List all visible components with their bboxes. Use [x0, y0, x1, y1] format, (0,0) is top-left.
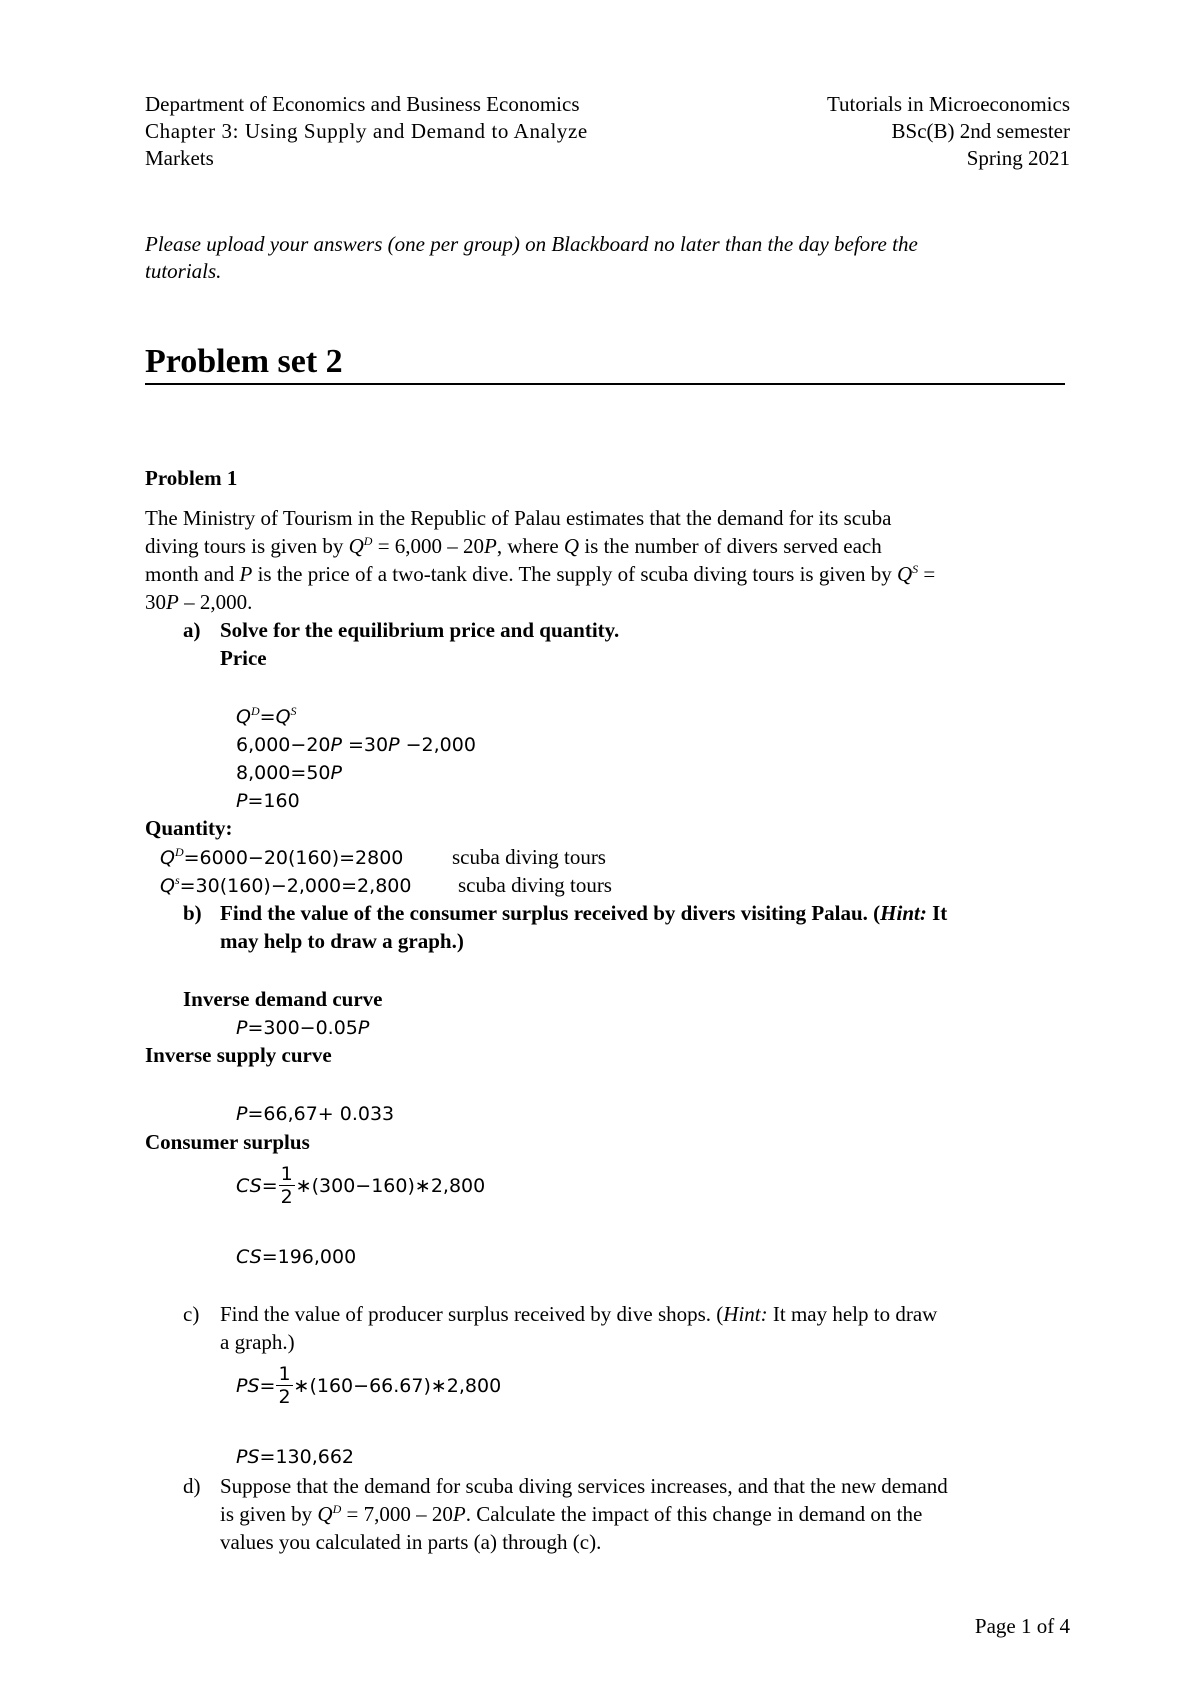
producer-surplus-formula: PS= $\frac{1}{2}$ ∗(160−66.67)∗2,800 — [236, 1362, 502, 1408]
part-b-label: b) — [183, 901, 202, 925]
part-d-question-line3: values you calculated in parts (a) through (c). — [220, 1530, 602, 1554]
chapter-title-line1: Chapter 3: Using Supply and Demand to Analyze — [145, 119, 588, 143]
intro-line4: 30P – 2,000. — [145, 590, 253, 614]
consumer-surplus-formula: CS= $\frac{1}{2}$ ∗(300−160)∗2,800 — [236, 1162, 486, 1208]
chapter-title — [145, 117, 588, 145]
page-number: Page 1 of 4 — [974, 1614, 1070, 1638]
part-c-question-line1: Find the value of producer surplus received by dive shops. (Hint: It may help to draw — [220, 1302, 938, 1326]
intro-line1: The Ministry of Tourism in the Republic of Palau estimates that the demand for its scuba — [145, 506, 892, 530]
part-b-question-line1: Find the value of the consumer surplus received by divers visiting Palau. (Hint: It — [220, 901, 948, 925]
part-c-question-line2: a graph.) — [220, 1330, 295, 1354]
inverse-demand-label: Inverse demand curve — [183, 987, 383, 1011]
program-name: BSc(B) 2nd semester — [891, 119, 1070, 143]
equation-qd-equals-qs: $Q^D=Q^S$ — [236, 704, 297, 728]
quantity-label: Quantity: — [145, 816, 233, 840]
course-name: Tutorials in Microeconomics — [826, 92, 1070, 116]
equation-price-result: P=160 — [236, 790, 300, 812]
inverse-demand-equation: P=300−0.05P — [236, 1017, 370, 1039]
quantity-demand-unit: scuba diving tours — [452, 845, 606, 869]
consumer-surplus-result: CS=196,000 — [236, 1246, 357, 1268]
part-d-label: d) — [183, 1474, 201, 1498]
part-c-label: c) — [183, 1302, 200, 1326]
equation-quantity-demand: $Q^D=6000-20(160)=2800$ — [160, 845, 404, 869]
chapter-title-line2: Markets — [145, 146, 214, 170]
intro-line2: diving tours is given by $Q^D = 6,000 - 20P$, where Q is the number of divers served each — [145, 534, 882, 558]
problem-heading: Problem 1 — [145, 466, 238, 490]
equation-step2: 6,000−20P =30P −2,000 — [236, 734, 476, 756]
inverse-supply-equation: P=66,67+ 0.033 — [236, 1103, 395, 1125]
part-b-question-line2: may help to draw a graph.) — [220, 929, 464, 953]
consumer-surplus-label: Consumer surplus — [145, 1130, 310, 1154]
term: Spring 2021 — [966, 146, 1070, 170]
part-d-question-line2: is given by $Q^D = 7,000 - 20P$. Calculate the impact of this change in demand on the — [220, 1502, 923, 1526]
producer-surplus-result: PS=130,662 — [236, 1446, 355, 1468]
page-title: Problem set 2 — [145, 343, 343, 380]
quantity-supply-unit: scuba diving tours — [458, 873, 612, 897]
notice-line1: Please upload your answers (one per group) on Blackboard no later than the day before the — [145, 232, 918, 256]
department-name: Department of Economics and Business Economics — [145, 92, 580, 116]
notice-line2: tutorials. — [145, 259, 222, 283]
part-a-question: Solve for the equilibrium price and quantity. — [220, 618, 620, 642]
equation-quantity-supply: $Q^s=30(160)-2,000=2,800$ — [160, 873, 412, 897]
part-a-label: a) — [183, 618, 201, 642]
inverse-supply-label: Inverse supply curve — [145, 1043, 332, 1067]
fraction-one-half: $\frac{1}{2}$ — [280, 1162, 293, 1208]
fraction-one-half: $\frac{1}{2}$ — [278, 1362, 291, 1408]
equation-step3: 8,000=50P — [236, 762, 342, 784]
price-label: Price — [220, 646, 267, 670]
part-d-question-line1: Suppose that the demand for scuba diving services increases, and that the new demand — [220, 1474, 948, 1498]
title-rule — [145, 383, 1065, 385]
intro-line3: month and P is the price of a two-tank dive. The supply of scuba diving tours is given by $Q^S$ = — [145, 562, 936, 586]
